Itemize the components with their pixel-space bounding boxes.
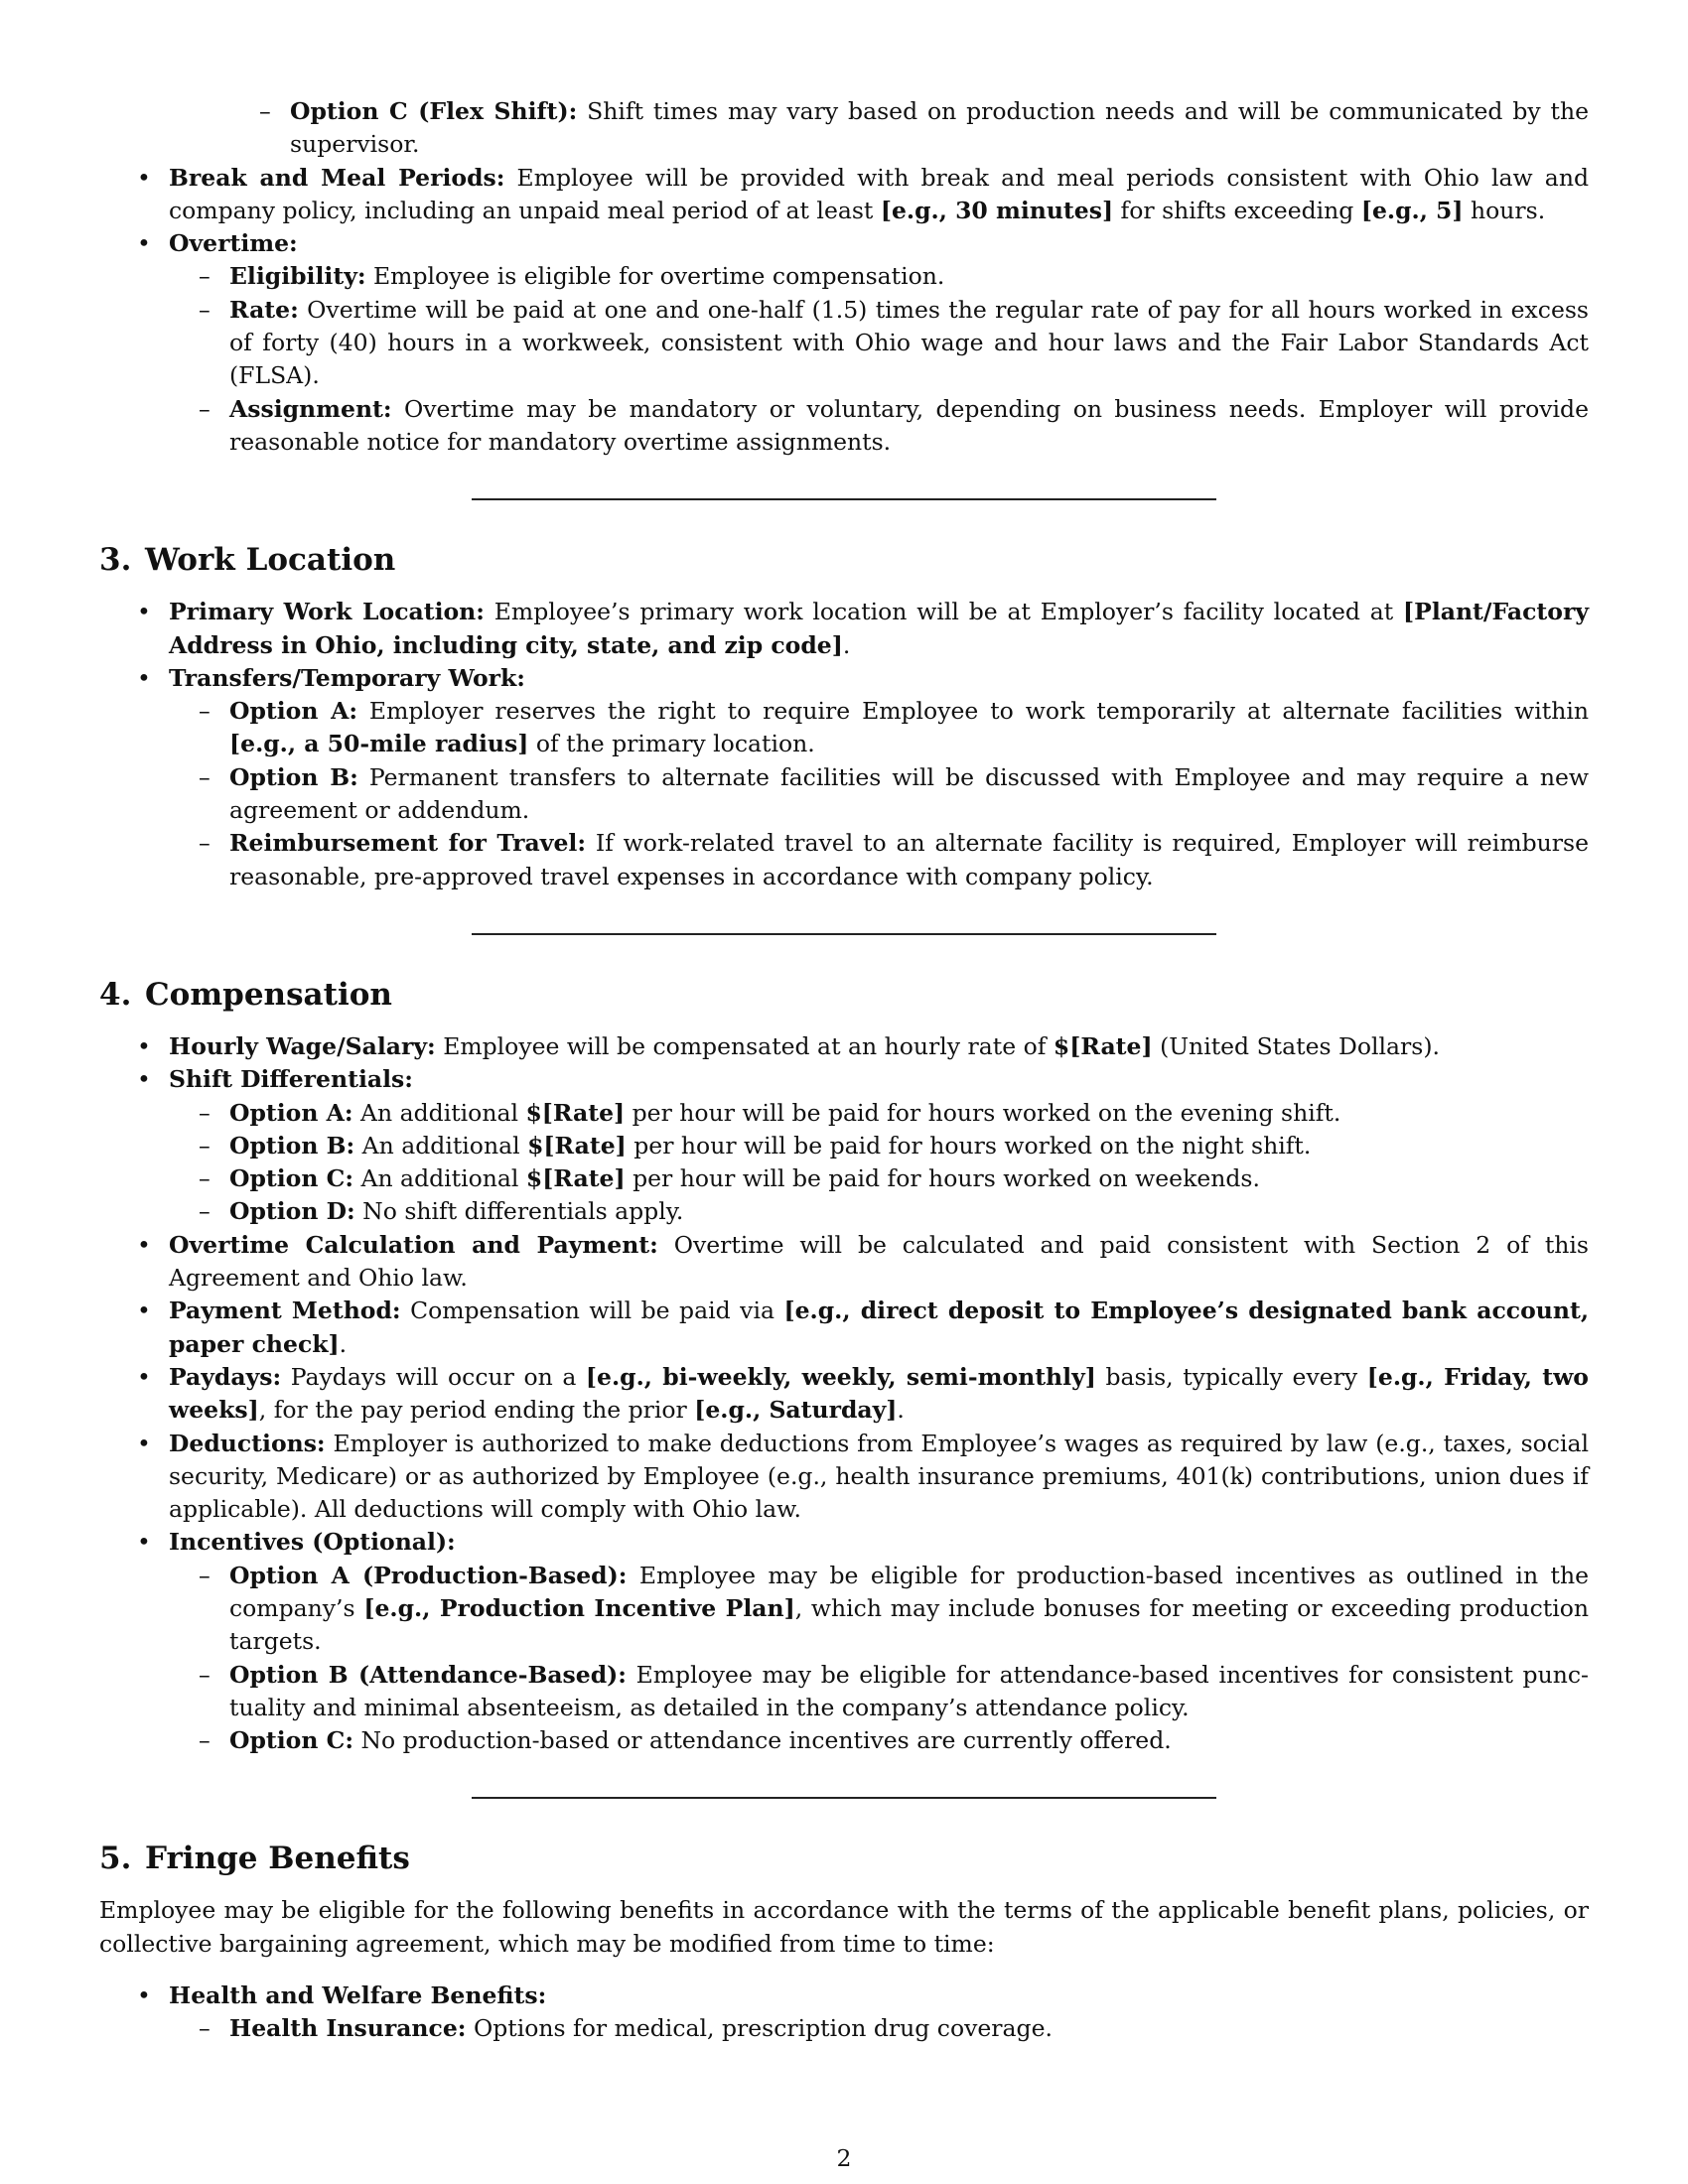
list-item: • Incentives (Optional): – Option A (Production-Based): Employee may be eligible for production-based incentives as outlined in the company’s [e.g., Production Incentive Plan], which may include bonuses for meeting or exceeding production targets. – Option B (Attendance-Based): Employee may be eligible for attendance-based incentives for consistent punctuality and minimal absenteeism, as detailed in the company’s attendance policy. – Option C: No production-based or attendance incentives are currently offered. [99,1526,1589,1757]
overtime-sublist [169,260,1589,459]
section-heading: 3. Work Location [99,542,396,579]
list-item: – Option B: An additional $[Rate] per hour will be paid for hours worked on the night shift. [169,1130,1589,1162]
list-item: – Option A: Employer reserves the right to require Employee to work temporarily at alternate facilities within [e.g., a 50-mile radius] of the primary location. [169,695,1589,761]
list-item: – Option C (Flex Shift): Shift times may vary based on production needs and will be communicated by the supervisor. [229,95,1589,162]
list-item: • Primary Work Location: Employee’s primary work location will be at Employer’s facility located at [Plant/Factory Address in Ohio, including city, state, and zip code]. [99,596,1589,662]
list-item: • Hourly Wage/Salary: Employee will be compensated at an hourly rate of $[Rate] (United States Dollars). [99,1030,1589,1063]
list-item: – Rate: Overtime will be paid at one and one-half (1.5) times the regular rate of pay for all hours worked in excess of forty (40) hours in a workweek, consistent with Ohio wage and hour laws and the Fair Labor Standards Act (FLSA). [169,294,1589,393]
list-item: – Option A: An additional $[Rate] per hour will be paid for hours worked on the evening shift. [169,1097,1589,1130]
document-page [99,95,1589,2046]
list-item: – Option A (Production-Based): Employee may be eligible for production-based incentives as outlined in the company’s [e.g., Production Incentive Plan], which may include bonuses for meeting or exceeding production targets. [169,1560,1589,1659]
list-item: – Assignment: Overtime may be mandatory or voluntary, depending on business needs. Employer will provide reasonable notice for mandatory overtime assignments. [169,393,1589,460]
list-item: – Option B (Attendance-Based): Employee may be eligible for attendance-based incentives for consistent punctuality and minimal absenteeism, as detailed in the company’s attendance policy. [169,1659,1589,1725]
work-location-list [99,596,1589,893]
list-item: • Shift Differentials: – Option A: An additional $[Rate] per hour will be paid for hours worked on the evening shift. – Option B: An additional $[Rate] per hour will be paid for hours worked on the night shift. – Option C: An additional $[Rate] per hour will be paid for hours worked on weekends. – Option D: No shift differentials apply. [99,1063,1589,1228]
list-item: • Break and Meal Periods: Employee will be provided with break and meal periods consistent with Ohio law and company policy, including an unpaid meal period of at least [e.g., 30 minutes] for shifts exceeding [e.g., 5] hours. [99,162,1589,228]
section-heading: 4. Compensation [99,976,392,1013]
compensation-list [99,1030,1589,1758]
flex-shift-list [229,95,1589,162]
section-divider [472,498,1216,500]
list-item: • Transfers/Temporary Work: – Option A: Employer reserves the right to require Employee to work temporarily at alternate facilities within [e.g., a 50-mile radius] of the primary location. – Option B: Permanent transfers to alternate facilities will be discussed with Employee and may require a new agreement or addendum. – Reimbursement for Travel: If work-related travel to an alternate facility is required, Employer will reimburse reasonable, pre-approved travel expenses in accordance with company policy. [99,662,1589,893]
list-item: • Overtime Calculation and Payment: Overtime will be calculated and paid consistent with Section 2 of this Agreement and Ohio law. [99,1229,1589,1296]
list-item: – Health Insurance: Options for medical, prescription drug coverage. [169,2012,1589,2045]
section-heading: 5. Fringe Benefits [99,1841,410,1877]
section-divider [472,1797,1216,1799]
benefits-list [99,1979,1589,2046]
list-item: • Payment Method: Compensation will be paid via [e.g., direct deposit to Employee’s designated bank account, paper check]. [99,1295,1589,1361]
list-item: – Eligibility: Employee is eligible for overtime compensation. [169,260,1589,293]
list-item: • Health and Welfare Benefits: – Health Insurance: Options for medical, prescription drug coverage. [99,1979,1589,2046]
list-item: – Option C: No production-based or attendance incentives are currently offered. [169,1724,1589,1757]
health-sublist [169,2012,1589,2045]
list-item: • Deductions: Employer is authorized to make deductions from Employee’s wages as required by law (e.g., taxes, social security, Medicare) or as authorized by Employee (e.g., health insurance premiums, 401(k) contributions, union dues if applicable). All deductions will comply with Ohio law. [99,1428,1589,1527]
shift-differentials-sublist [169,1097,1589,1229]
list-item: – Option B: Permanent transfers to alternate facilities will be discussed with Employee and may require a new agreement or addendum. [169,761,1589,828]
incentives-sublist [169,1560,1589,1758]
list-item: – Reimbursement for Travel: If work-related travel to an alternate facility is required, Employer will reimburse reasonable, pre-approved travel expenses in accordance with company policy. [169,827,1589,893]
schedule-list [99,162,1589,460]
benefits-intro: Employee may be eligible for the following benefits in accordance with the terms of the applicable benefit plans, policies, or collective bargaining agreement, which may be modified from time to time: [99,1896,1589,1958]
transfers-sublist [169,695,1589,893]
list-item: • Overtime: – Eligibility: Employee is eligible for overtime compensation. – Rate: Overtime will be paid at one and one-half (1.5) times the regular rate of pay for all hours worked in excess of forty (40) hours in a workweek, consistent with Ohio wage and hour laws and the Fair Labor Standards Act (FLSA). – Assignment: Overtime may be mandatory or voluntary, depending on business needs. Employer will provide reasonable notice for mandatory overtime assignments. [99,227,1589,459]
list-item: – Option C: An additional $[Rate] per hour will be paid for hours worked on weekends. [169,1162,1589,1195]
page-number: 2 [836,2144,852,2172]
list-item: – Option D: No shift differentials apply. [169,1195,1589,1228]
list-item: • Paydays: Paydays will occur on a [e.g., bi-weekly, weekly, semi-monthly] basis, typically every [e.g., Friday, two weeks], for the pay period ending the prior [e.g., Saturday]. [99,1361,1589,1428]
section-divider [472,933,1216,935]
